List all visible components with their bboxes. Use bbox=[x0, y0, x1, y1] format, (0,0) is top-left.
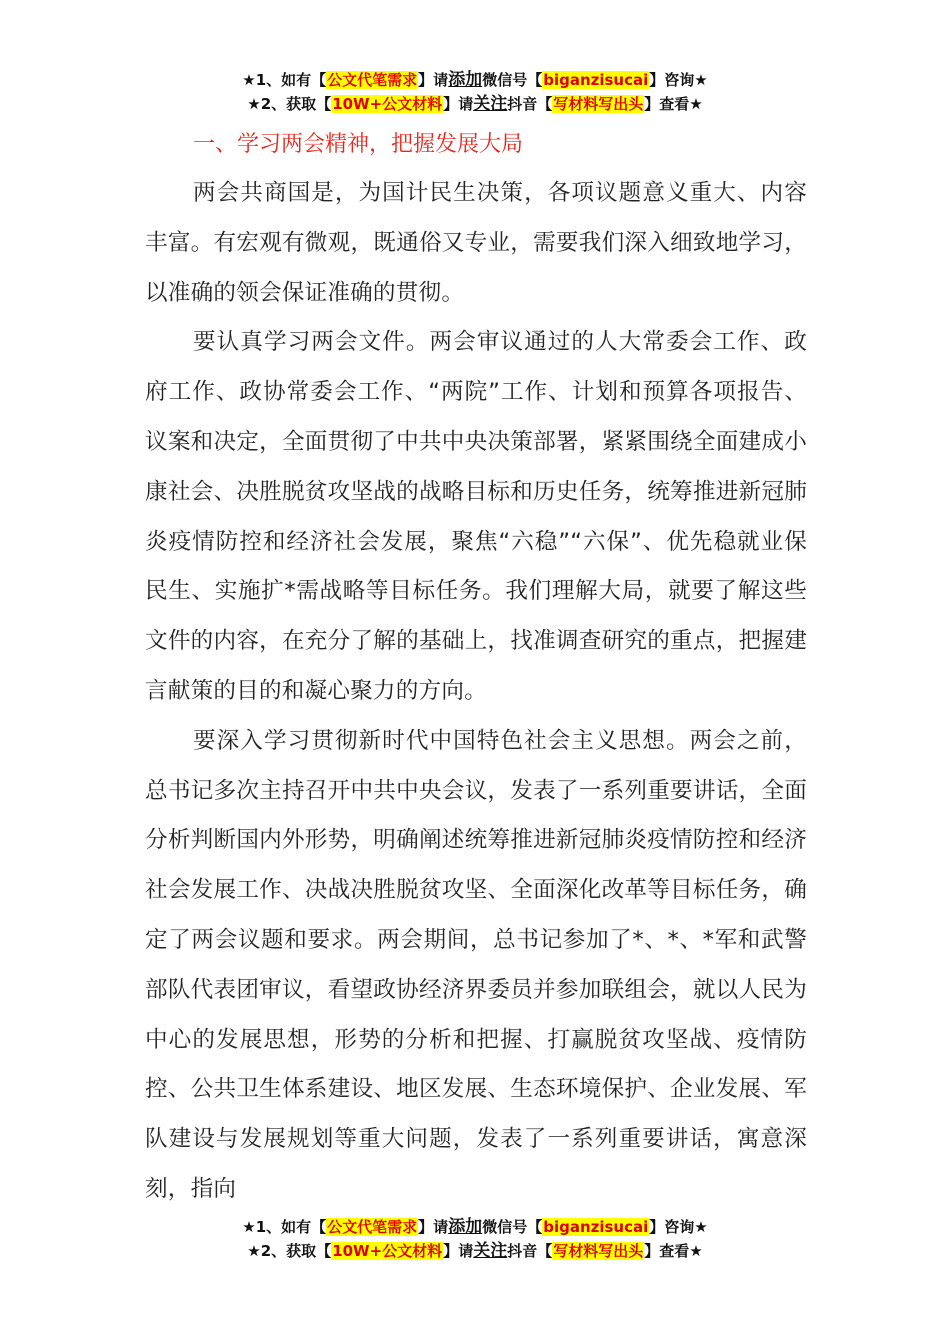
footer-banner bbox=[0, 1215, 950, 1263]
banner-text: ★1、如有【 bbox=[242, 71, 327, 89]
banner-text: 抖音【 bbox=[507, 95, 553, 113]
banner-text: 】咨询★ bbox=[649, 1218, 708, 1236]
highlight-douyin-account: 写材料写出头 bbox=[553, 95, 644, 113]
banner-line-2 bbox=[0, 92, 950, 116]
banner-emphasis: 关注 bbox=[473, 94, 508, 114]
banner-text: 】咨询★ bbox=[649, 71, 708, 89]
section-heading: 一、学习两会精神，把握发展大局 bbox=[193, 132, 524, 157]
paragraph: 要认真学习两会文件。两会审议通过的人大常委会工作、政府工作、政协常委会工作、“两院”工作、计划和预算各项报告、议案和决定，全面贯彻了中共中央决策部署，紧紧围绕全面建成小康社会、决胜脱贫攻坚战的战略目标和历史任务，统筹推进新冠肺炎疫情防控和经济社会发展，聚焦“六稳”“六保”、优先稳就业保民生、实施扩*需战略等目标任务。我们理解大局，就要了解这些文件的内容，在充分了解的基础上，找准调查研究的重点，把握建言献策的目的和凝心聚力的方向。 bbox=[145, 329, 807, 704]
highlight-wechat-id: biganzisucai bbox=[543, 1218, 649, 1236]
document-body bbox=[145, 123, 807, 1215]
banner-text: ★2、获取【 bbox=[247, 95, 332, 113]
highlight-service: 公文代笔需求 bbox=[327, 1218, 418, 1236]
banner-text: 】请 bbox=[418, 71, 449, 89]
highlight-service: 公文代笔需求 bbox=[327, 71, 418, 89]
banner-text: 】请 bbox=[418, 1218, 449, 1236]
banner-emphasis: 添加 bbox=[448, 1217, 483, 1237]
banner-line-2 bbox=[0, 1239, 950, 1263]
banner-line-1 bbox=[0, 1215, 950, 1239]
banner-text: 】请 bbox=[443, 1242, 474, 1260]
banner-text: ★1、如有【 bbox=[242, 1218, 327, 1236]
banner-text: 】查看★ bbox=[644, 95, 703, 113]
banner-text: 微信号【 bbox=[482, 1218, 543, 1236]
header-banner bbox=[0, 68, 950, 116]
highlight-materials: 10W+公文材料 bbox=[332, 95, 443, 113]
banner-text: 】请 bbox=[443, 95, 474, 113]
highlight-wechat-id: biganzisucai bbox=[543, 71, 649, 89]
paragraph: 两会共商国是，为国计民生决策，各项议题意义重大、内容丰富。有宏观有微观，既通俗又专业，需要我们深入细致地学习，以准确的领会保证准确的贯彻。 bbox=[145, 180, 807, 306]
highlight-douyin-account: 写材料写出头 bbox=[553, 1242, 644, 1260]
banner-line-1 bbox=[0, 68, 950, 92]
banner-text: 抖音【 bbox=[507, 1242, 553, 1260]
banner-emphasis: 添加 bbox=[448, 70, 483, 90]
banner-text: 】查看★ bbox=[644, 1242, 703, 1260]
banner-text: ★2、获取【 bbox=[247, 1242, 332, 1260]
banner-emphasis: 关注 bbox=[473, 1241, 508, 1261]
highlight-materials: 10W+公文材料 bbox=[332, 1242, 443, 1260]
paragraph: 要深入学习贯彻新时代中国特色社会主义思想。两会之前，总书记多次主持召开中共中央会议，发表了一系列重要讲话，全面分析判断国内外形势，明确阐述统筹推进新冠肺炎疫情防控和经济社会发展工作、决战决胜脱贫攻坚、全面深化改革等目标任务，确定了两会议题和要求。两会期间，总书记参加了*、*、*军和武警部队代表团审议，看望政协经济界委员并参加联组会，就以人民为中心的发展思想，形势的分析和把握、打赢脱贫攻坚战、疫情防控、公共卫生体系建设、地区发展、生态环境保护、企业发展、军队建设与发展规划等重大问题，发表了一系列重要讲话，寓意深刻，指向 bbox=[145, 727, 807, 1202]
banner-text: 微信号【 bbox=[482, 71, 543, 89]
